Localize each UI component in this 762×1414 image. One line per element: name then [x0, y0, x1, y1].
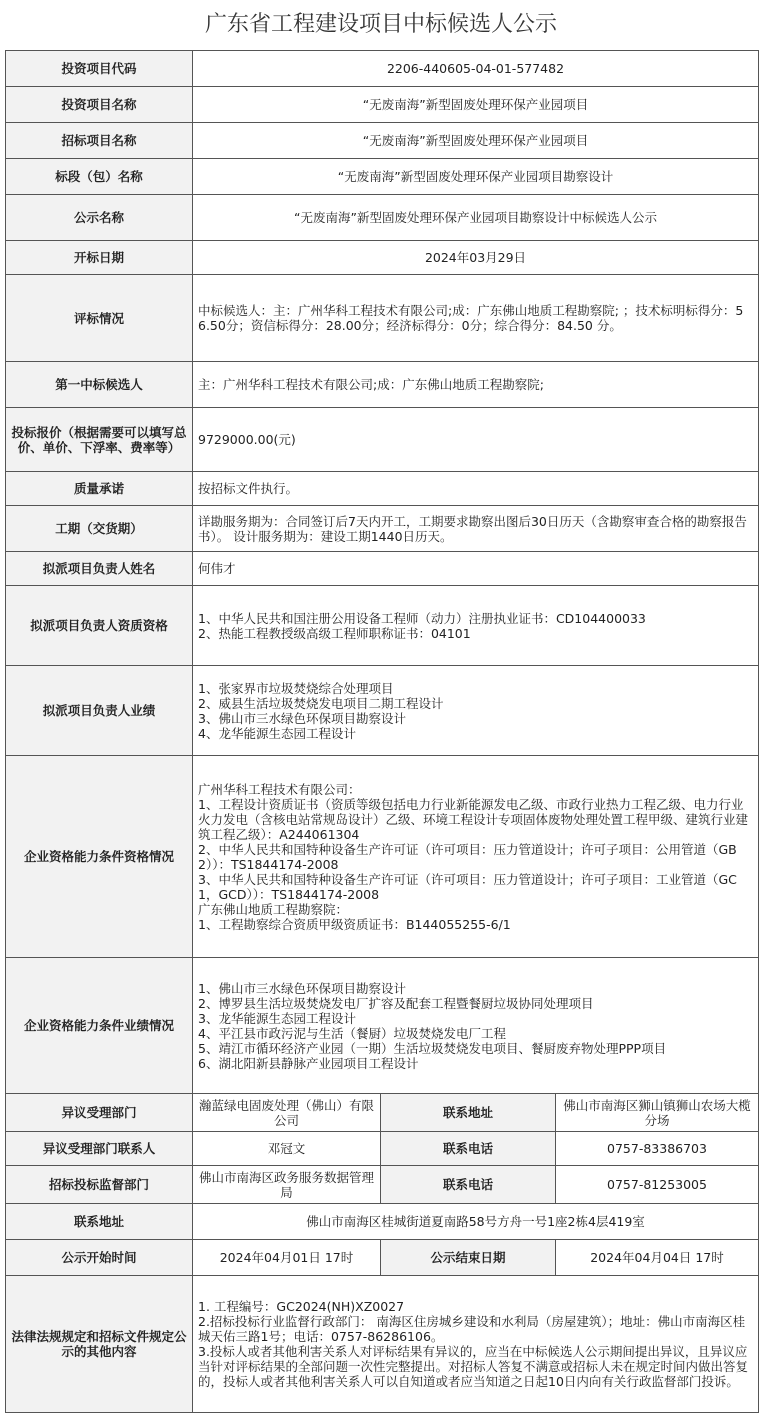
label-objection-address: 联系地址 — [381, 1094, 556, 1132]
row-evaluation — [6, 275, 759, 362]
list-item: 2.招标投标行业监督行政部门： 南海区住房城乡建设和水利局（房屋建筑）；地址：佛山市南海区桂城天佑三路1号；电话：0757-86286106。 — [198, 1314, 746, 1344]
list-item: 3、佛山市三水绿色环保项目勘察设计 — [198, 710, 406, 726]
row-quality — [6, 472, 759, 506]
value-objection-phone: 0757-83386703 — [556, 1132, 759, 1166]
value-objection-dept: 瀚蓝绿电固废处理（佛山）有限公司 — [193, 1094, 381, 1132]
value-manager-qual — [193, 586, 759, 666]
label-section-name: 标段（包）名称 — [6, 159, 193, 195]
list-item: 广州华科工程技术有限公司： — [198, 781, 361, 797]
value-project-code: 2206-440605-04-01-577482 — [193, 51, 759, 87]
row-bid-price — [6, 408, 759, 472]
value-address: 佛山市南海区桂城街道夏南路58号方舟一号1座2栋4层419室 — [193, 1204, 759, 1240]
value-objection-contact: 邓冠文 — [193, 1132, 381, 1166]
row-supervision — [6, 1166, 759, 1204]
list-item: 广东佛山地质工程勘察院： — [198, 901, 349, 917]
row-company-perf — [6, 958, 759, 1094]
notice-table — [5, 50, 759, 1413]
label-manager-name: 拟派项目负责人姓名 — [6, 552, 193, 586]
row-schedule — [6, 506, 759, 552]
value-evaluation: 中标候选人：主：广州华科工程技术有限公司;成：广东佛山地质工程勘察院; ；技术标明标得分：56.50分；资信标得分：28.00分；经济标得分：0分；综合得分：84.50 分。 — [193, 275, 759, 362]
list-item: 5、靖江市循环经济产业园（一期）生活垃圾焚烧发电项目、餐厨废弃物处理PPP项目 — [198, 1040, 667, 1056]
label-supervision-phone: 联系电话 — [381, 1166, 556, 1204]
label-project-code: 投资项目代码 — [6, 51, 193, 87]
label-quality: 质量承诺 — [6, 472, 193, 506]
value-manager-perf — [193, 666, 759, 756]
label-schedule: 工期（交货期） — [6, 506, 193, 552]
row-company-qual — [6, 756, 759, 958]
list-item: 3、龙华能源生态园工程设计 — [198, 1010, 356, 1026]
list-item: 1、工程设计资质证书（资质等级包括电力行业新能源发电乙级、市政行业热力工程乙级、电力行业火力发电（含核电站常规岛设计）乙级、环境工程设计专项固体废物处理处置工程甲级、建筑行业建筑工程乙级）：A244061304 — [198, 796, 749, 842]
value-legal — [193, 1276, 759, 1413]
value-open-date: 2024年03月29日 — [193, 241, 759, 275]
list-item: 4、龙华能源生态园工程设计 — [198, 725, 356, 741]
value-notice-name: “无废南海”新型固废处理环保产业园项目勘察设计中标候选人公示 — [193, 195, 759, 241]
label-project-name: 投资项目名称 — [6, 87, 193, 123]
row-project-name — [6, 87, 759, 123]
list-item: 2、中华人民共和国特种设备生产许可证（许可项目：压力管道设计；许可子项目：公用管道（GB2））：TS1844174-2008 — [198, 841, 737, 872]
row-objection-dept — [6, 1094, 759, 1132]
list-item: 2、威县生活垃圾焚烧发电项目二期工程设计 — [198, 695, 444, 711]
row-manager-perf — [6, 666, 759, 756]
list-item: 6、湖北阳新县静脉产业园项目工程设计 — [198, 1055, 419, 1071]
row-objection-contact — [6, 1132, 759, 1166]
label-address: 联系地址 — [6, 1204, 193, 1240]
value-first-candidate: 主：广州华科工程技术有限公司;成：广东佛山地质工程勘察院; — [193, 362, 759, 408]
value-tender-name: “无废南海”新型固废处理环保产业园项目 — [193, 123, 759, 159]
label-objection-contact: 异议受理部门联系人 — [6, 1132, 193, 1166]
label-period-end: 公示结束日期 — [381, 1240, 556, 1276]
row-project-code — [6, 51, 759, 87]
list-item: 2、热能工程教授级高级工程师职称证书：04101 — [198, 625, 471, 641]
list-item: 1. 工程编号：GC2024(NH)XZ0027 — [198, 1299, 405, 1314]
label-legal: 法律法规规定和招标文件规定公示的其他内容 — [6, 1276, 193, 1413]
label-period-start: 公示开始时间 — [6, 1240, 193, 1276]
value-period-end: 2024年04月04日 17时 — [556, 1240, 759, 1276]
label-manager-qual: 拟派项目负责人资质资格 — [6, 586, 193, 666]
value-project-name: “无废南海”新型固废处理环保产业园项目 — [193, 87, 759, 123]
list-item: 1、张家界市垃圾焚烧综合处理项目 — [198, 680, 394, 696]
list-item: 1、中华人民共和国注册公用设备工程师（动力）注册执业证书：CD104400033 — [198, 610, 646, 626]
label-first-candidate: 第一中标候选人 — [6, 362, 193, 408]
value-objection-address: 佛山市南海区狮山镇狮山农场大榄分场 — [556, 1094, 759, 1132]
row-manager-name — [6, 552, 759, 586]
label-objection-phone: 联系电话 — [381, 1132, 556, 1166]
list-item: 1、工程勘察综合资质甲级资质证书：B144055255-6/1 — [198, 916, 511, 932]
label-manager-perf: 拟派项目负责人业绩 — [6, 666, 193, 756]
label-tender-name: 招标项目名称 — [6, 123, 193, 159]
row-section-name — [6, 159, 759, 195]
page-title: 广东省工程建设项目中标候选人公示 — [204, 12, 557, 37]
list-item: 4、平江县市政污泥与生活（餐厨）垃圾焚烧发电厂工程 — [198, 1025, 506, 1041]
row-period — [6, 1240, 759, 1276]
row-address — [6, 1204, 759, 1240]
label-notice-name: 公示名称 — [6, 195, 193, 241]
label-open-date: 开标日期 — [6, 241, 193, 275]
value-supervision-phone: 0757-81253005 — [556, 1166, 759, 1204]
value-quality: 按招标文件执行。 — [193, 472, 759, 506]
row-tender-name — [6, 123, 759, 159]
value-section-name: “无废南海”新型固废处理环保产业园项目勘察设计 — [193, 159, 759, 195]
value-period-start: 2024年04月01日 17时 — [193, 1240, 381, 1276]
label-objection-dept: 异议受理部门 — [6, 1094, 193, 1132]
label-bid-price: 投标报价（根据需要可以填写总价、单价、下浮率、费率等） — [6, 408, 193, 472]
value-company-perf — [193, 958, 759, 1094]
row-first-candidate — [6, 362, 759, 408]
list-item: 3.投标人或者其他利害关系人对评标结果有异议的，应当在中标候选人公示期间提出异议，且异议应当针对评标结果的全部问题一次性完整提出。对招标人答复不满意或招标人未在规定时间内做出答复的，投标人或者其他利害关系人可以自知道或者应当知道之日起10日内向有关行政监督部门投诉。 — [198, 1344, 749, 1389]
value-supervision: 佛山市南海区政务服务数据管理局 — [193, 1166, 381, 1204]
label-company-qual: 企业资格能力条件资格情况 — [6, 756, 193, 958]
label-company-perf: 企业资格能力条件业绩情况 — [6, 958, 193, 1094]
row-manager-qual — [6, 586, 759, 666]
row-legal — [6, 1276, 759, 1413]
list-item: 2、博罗县生活垃圾焚烧发电厂扩容及配套工程暨餐厨垃圾协同处理项目 — [198, 995, 594, 1011]
list-item: 3、中华人民共和国特种设备生产许可证（许可项目：压力管道设计；许可子项目：工业管道（GC1，GCD））：TS1844174-2008 — [198, 871, 737, 902]
label-evaluation: 评标情况 — [6, 275, 193, 362]
row-notice-name — [6, 195, 759, 241]
value-manager-name: 何伟才 — [193, 552, 759, 586]
row-open-date — [6, 241, 759, 275]
value-company-qual — [193, 756, 759, 958]
value-schedule: 详勘服务期为：合同签订后7天内开工，工期要求勘察出图后30日历天（含勘察审查合格的勘察报告书）。 设计服务期为：建设工期1440日历天。 — [193, 506, 759, 552]
label-supervision: 招标投标监督部门 — [6, 1166, 193, 1204]
list-item: 1、佛山市三水绿色环保项目勘察设计 — [198, 980, 406, 996]
value-bid-price: 9729000.00(元) — [193, 408, 759, 472]
